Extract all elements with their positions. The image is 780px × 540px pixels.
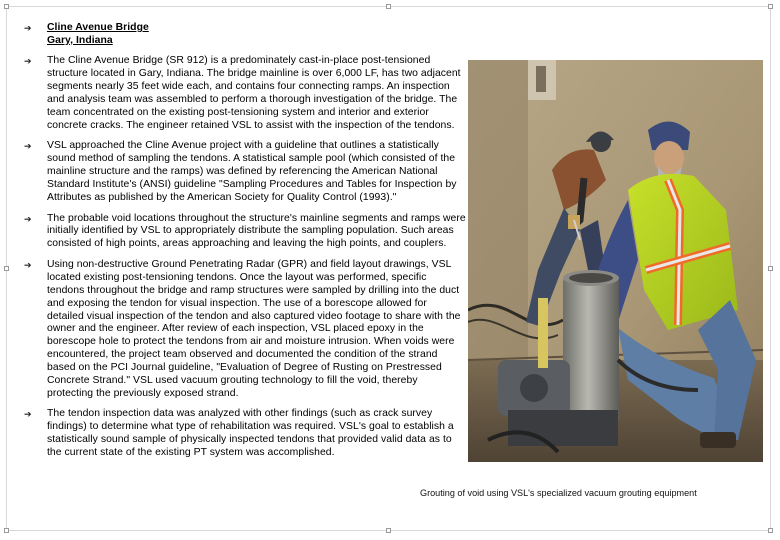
- bullet-text: Using non-destructive Ground Penetrating Radar (GPR) and field layout drawings, VSL located existing post-tensioning tendons. Once the layout was performed, specific tendons throughout the bridge and ramp structures were sampled by drilling into the duct and exposing the tendon for visual inspection. The use of a borescope allowed for detailed visual inspection of the tendon and also captured video footage to share with the owner and the engineer. After review of each inspection, VSL placed epoxy in the borescope hole to protect the tendons from air and moisture intrusion. When voids were encountered, the project team observed and documented the condition of the strand based on the PCI Journal guideline, "Evaluation of Degree of Rusting on Prestressed Concrete Strand." VSL used vacuum grouting technology to fill the void, thereby protecting the previously exposed strand.: [47, 258, 461, 399]
- resize-handle-left[interactable]: [4, 266, 9, 271]
- title-block[interactable]: [47, 22, 466, 48]
- bullet-text: The tendon inspection data was analyzed with other findings (such as crack survey findings) to determine what type of rehabilitation was required. VSL's goal to establish a statistically sound sample of physically inspected tendons that provided valid data as to the current state of the existing PT system was accomplished.: [47, 408, 454, 459]
- resize-handle-right[interactable]: [768, 266, 773, 271]
- bullet-item: [24, 140, 466, 205]
- text-column: [24, 22, 466, 468]
- bullet-item: [24, 259, 466, 401]
- bullet-arrow-icon: ➔: [24, 409, 32, 420]
- bullet-text: The Cline Avenue Bridge (SR 912) is a predominately cast-in-place post-tensioned structure located in Gary, Indiana. The bridge mainline is over 6,000 LF, has two adjacent segments nearly 35 feet wide each, and contains four connecting ramps. An inspection and analysis team was assembled to perform a thorough investigation of the bridge. The team concentrated on the existing post-tensioning system and interior and exterior concrete cracks. The engineer retained VSL to assist with the inspection of the tendons.: [47, 55, 461, 131]
- resize-handle-top[interactable]: [386, 4, 391, 9]
- resize-handle-bottom[interactable]: [386, 528, 391, 533]
- bullet-item: [24, 213, 466, 252]
- resize-handle-top-left[interactable]: [4, 4, 9, 9]
- resize-handle-bottom-right[interactable]: [768, 528, 773, 533]
- bullet-text: The probable void locations throughout the structure's mainline segments and ramps were initially identified by VSL to appropriately distribute the sampling population. Such areas consisted of high points, areas approaching and leaving the high points, and couplers.: [47, 212, 466, 250]
- bullet-item: [24, 408, 466, 460]
- photo-grouting-workers[interactable]: [468, 60, 763, 462]
- bullet-arrow-icon: ➔: [24, 23, 32, 33]
- bullet-arrow-icon: ➔: [24, 259, 32, 270]
- bullet-arrow-icon: ➔: [24, 141, 32, 152]
- resize-handle-bottom-left[interactable]: [4, 528, 9, 533]
- title-line-2: Gary, Indiana: [47, 34, 113, 46]
- title-line-1: Cline Avenue Bridge: [47, 22, 149, 33]
- resize-handle-top-right[interactable]: [768, 4, 773, 9]
- bullet-arrow-icon: ➔: [24, 213, 32, 224]
- photo-caption: Grouting of void using VSL's specialized vacuum grouting equipment: [420, 488, 697, 498]
- bullet-arrow-icon: ➔: [24, 56, 32, 67]
- bullet-title: [24, 22, 466, 48]
- bullet-item: [24, 55, 466, 132]
- photo-illustration: [468, 60, 763, 462]
- bullet-text: VSL approached the Cline Avenue project with a guideline that outlines a statistically sound method of sampling the tendons. A statistical sample pool (which consisted of the mainline structure and the ramps) was defined by referencing the American National Standard Institute's (ANSI) guideline "Sampling Procedures and Tables for Inspection by Attributes as published by the American Society for Quality Control (1993).": [47, 140, 457, 204]
